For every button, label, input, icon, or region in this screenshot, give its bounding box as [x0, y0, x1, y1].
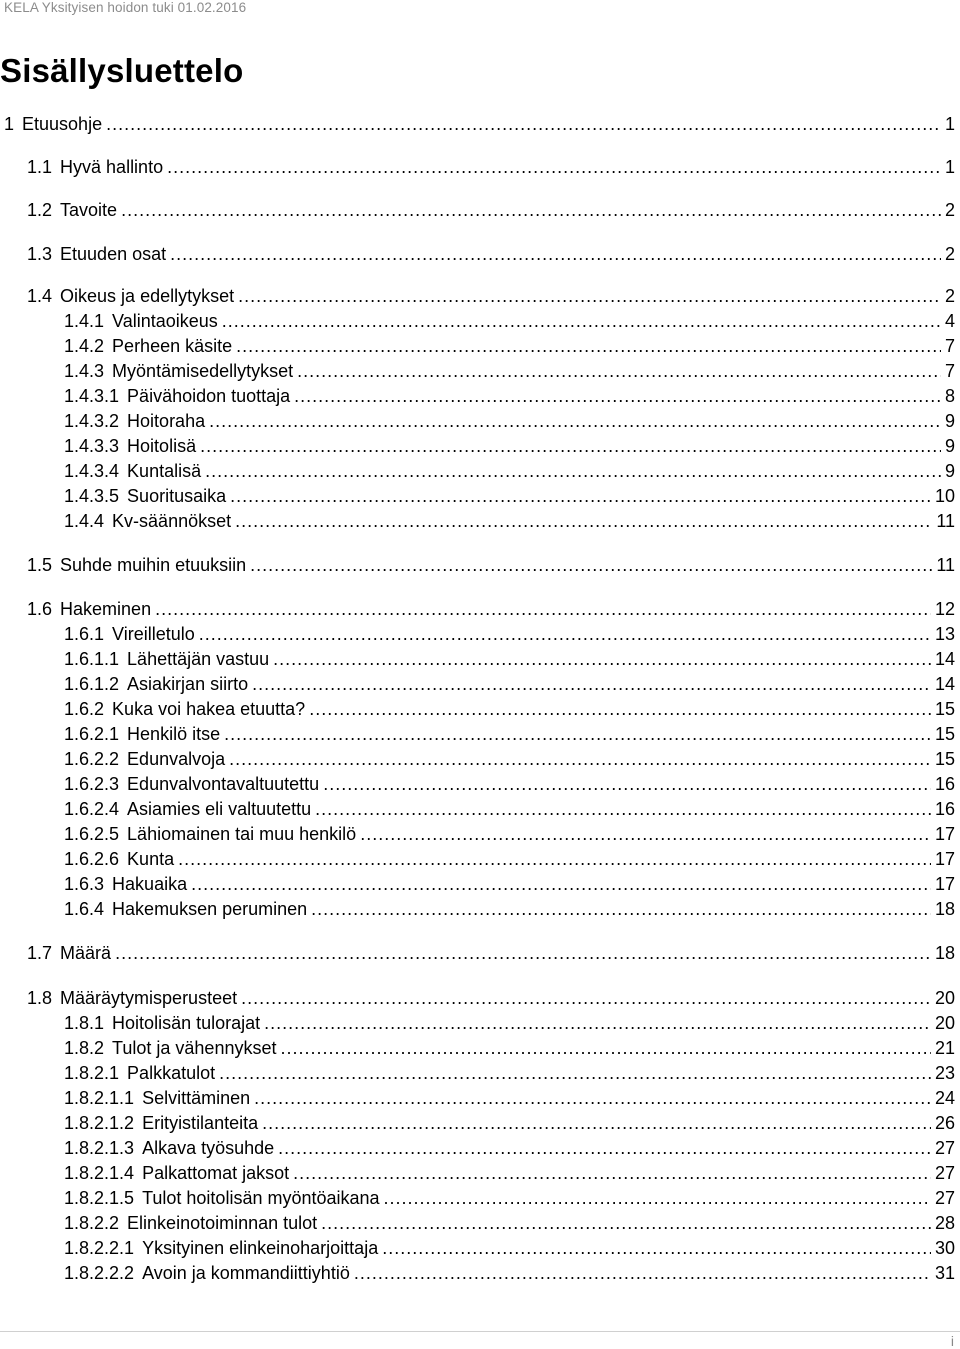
- toc-entry-page: 17: [934, 874, 955, 894]
- toc-entry-number: 1.6.2.3: [64, 774, 120, 794]
- toc-entry-title: Hoitolisä: [127, 436, 197, 456]
- toc-entry-number: 1.8.2.1.1: [64, 1088, 135, 1108]
- toc-entry-page: 11: [936, 555, 955, 575]
- toc-entry-number: 1.8.2.1.2: [64, 1113, 135, 1133]
- toc-entry[interactable]: [27, 554, 955, 576]
- toc-entry[interactable]: [27, 598, 955, 620]
- toc-dot-leader: [262, 1112, 931, 1134]
- toc-entry-page: 2: [944, 244, 955, 264]
- toc-entry-title: Tavoite: [60, 200, 118, 220]
- toc-entry-page: 11: [936, 511, 955, 531]
- toc-entry-title: Määrä: [60, 943, 112, 963]
- toc-entry[interactable]: [27, 285, 955, 307]
- toc-entry[interactable]: [64, 360, 955, 382]
- toc-dot-leader: [219, 1062, 931, 1084]
- toc-entry[interactable]: [64, 510, 955, 532]
- toc-entry-page: 14: [934, 674, 955, 694]
- toc-entry-page: 17: [934, 849, 955, 869]
- toc-entry-title: Selvittäminen: [142, 1088, 251, 1108]
- toc-entry-title: Asiakirjan siirto: [127, 674, 249, 694]
- toc-entry-title: Hyvä hallinto: [60, 157, 164, 177]
- toc-entry-page: 15: [934, 699, 955, 719]
- toc-entry[interactable]: [64, 1062, 955, 1084]
- toc-dot-leader: [205, 460, 941, 482]
- toc-entry-number: 1.8: [27, 988, 53, 1008]
- toc-entry[interactable]: [64, 1012, 955, 1034]
- toc-entry-number: 1.6.2.2: [64, 749, 120, 769]
- toc-entry-number: 1.6.2.5: [64, 824, 120, 844]
- toc-entry-title: Tulot hoitolisän myöntöaikana: [142, 1188, 380, 1208]
- toc-entry[interactable]: [64, 460, 955, 482]
- toc-entry-title: Kunta: [127, 849, 175, 869]
- toc-entry-title: Kuntalisä: [127, 461, 202, 481]
- toc-dot-leader: [209, 410, 941, 432]
- toc-entry[interactable]: [64, 823, 955, 845]
- toc-entry-page: 7: [944, 361, 955, 381]
- toc-entry-number: 1.4.3.4: [64, 461, 120, 481]
- toc-entry[interactable]: [4, 113, 955, 135]
- toc-entry-title: Edunvalvoja: [127, 749, 226, 769]
- toc-entry[interactable]: [64, 385, 955, 407]
- toc-entry-page: 17: [934, 824, 955, 844]
- toc-entry-number: 1.2: [27, 200, 53, 220]
- toc-entry[interactable]: [27, 199, 955, 221]
- toc-dot-leader: [178, 848, 931, 870]
- footer-divider: [0, 1331, 960, 1332]
- toc-entry-page: 8: [944, 386, 955, 406]
- toc-dot-leader: [241, 987, 931, 1009]
- toc-entry-page: 1: [944, 157, 955, 177]
- toc-entry-page: 20: [934, 1013, 955, 1033]
- toc-dot-leader: [293, 1162, 931, 1184]
- toc-dot-leader: [384, 1187, 931, 1209]
- toc-entry-number: 1.6.2.4: [64, 799, 120, 819]
- toc-dot-leader: [354, 1262, 931, 1284]
- toc-entry-page: 21: [934, 1038, 955, 1058]
- toc-entry[interactable]: [64, 698, 955, 720]
- toc-entry-title: Vireilletulo: [112, 624, 195, 644]
- toc-dot-leader: [191, 873, 931, 895]
- toc-entry-title: Hoitolisän tulorajat: [112, 1013, 261, 1033]
- toc-entry-number: 1.4.1: [64, 311, 105, 331]
- toc-entry[interactable]: [64, 1262, 955, 1284]
- toc-entry-page: 20: [934, 988, 955, 1008]
- toc-entry-title: Hakeminen: [60, 599, 152, 619]
- toc-entry-title: Päivähoidon tuottaja: [127, 386, 291, 406]
- toc-entry[interactable]: [64, 1137, 955, 1159]
- toc-entry-page: 16: [934, 774, 955, 794]
- toc-dot-leader: [170, 243, 941, 265]
- toc-dot-leader: [236, 335, 941, 357]
- toc-dot-leader: [280, 1037, 930, 1059]
- document-header: KELA Yksityisen hoidon tuki 01.02.2016: [4, 0, 247, 15]
- toc-entry-page: 27: [934, 1188, 955, 1208]
- toc-entry-title: Erityistilanteita: [142, 1113, 259, 1133]
- toc-entry-page: 15: [934, 749, 955, 769]
- toc-entry-title: Myöntämisedellytykset: [112, 361, 294, 381]
- toc-entry-number: 1.6.2.6: [64, 849, 120, 869]
- toc-dot-leader: [254, 1087, 931, 1109]
- toc-entry-title: Etuuden osat: [60, 244, 167, 264]
- toc-entry-title: Suoritusaika: [127, 486, 227, 506]
- toc-entry-page: 7: [944, 336, 955, 356]
- toc-entry-page: 28: [934, 1213, 955, 1233]
- toc-entry-page: 10: [934, 486, 955, 506]
- toc-entry-number: 1.1: [27, 157, 53, 177]
- toc-entry-page: 13: [934, 624, 955, 644]
- toc-entry[interactable]: [64, 1087, 955, 1109]
- toc-dot-leader: [167, 156, 941, 178]
- toc-entry[interactable]: [64, 485, 955, 507]
- page-title: Sisällysluettelo: [0, 52, 244, 89]
- toc-entry-number: 1.3: [27, 244, 53, 264]
- toc-entry-page: 9: [944, 461, 955, 481]
- toc-entry-title: Avoin ja kommandiittiyhtiö: [142, 1263, 350, 1283]
- toc-entry-page: 12: [934, 599, 955, 619]
- toc-entry[interactable]: [64, 848, 955, 870]
- toc-entry-title: Perheen käsite: [112, 336, 233, 356]
- toc-entry-title: Palkattomat jaksot: [142, 1163, 290, 1183]
- toc-entry[interactable]: [27, 987, 955, 1009]
- toc-entry-page: 4: [944, 311, 955, 331]
- toc-entry[interactable]: [64, 1212, 955, 1234]
- toc-dot-leader: [309, 698, 931, 720]
- toc-entry-page: 14: [934, 649, 955, 669]
- toc-entry-number: 1.8.2.2.2: [64, 1263, 135, 1283]
- toc-entry-page: 15: [934, 724, 955, 744]
- toc-dot-leader: [238, 285, 941, 307]
- toc-entry-number: 1.6.3: [64, 874, 105, 894]
- toc-entry[interactable]: [64, 748, 955, 770]
- toc-dot-leader: [315, 798, 931, 820]
- toc-entry-number: 1.8.2.1: [64, 1063, 120, 1083]
- toc-dot-leader: [323, 773, 931, 795]
- toc-entry-number: 1.4.3.3: [64, 436, 120, 456]
- toc-entry-number: 1.4.3.2: [64, 411, 120, 431]
- toc-dot-leader: [106, 113, 941, 135]
- toc-dot-leader: [250, 554, 932, 576]
- toc-entry-number: 1.8.2.1.4: [64, 1163, 135, 1183]
- toc-entry[interactable]: [27, 156, 955, 178]
- toc-entry[interactable]: [64, 410, 955, 432]
- toc-entry-number: 1.5: [27, 555, 53, 575]
- toc-entry[interactable]: [64, 310, 955, 332]
- toc-entry-title: Lähettäjän vastuu: [127, 649, 270, 669]
- toc-dot-leader: [222, 310, 941, 332]
- toc-entry-title: Kuka voi hakea etuutta?: [112, 699, 306, 719]
- toc-dot-leader: [382, 1237, 931, 1259]
- toc-dot-leader: [115, 942, 931, 964]
- toc-dot-leader: [199, 623, 931, 645]
- toc-dot-leader: [224, 723, 931, 745]
- toc-entry-title: Kv-säännökset: [112, 511, 232, 531]
- toc-entry-number: 1.8.2: [64, 1038, 105, 1058]
- toc-entry-page: 1: [944, 114, 955, 134]
- toc-entry[interactable]: [64, 623, 955, 645]
- toc-entry-page: 27: [934, 1138, 955, 1158]
- toc-entry-title: Määräytymisperusteet: [60, 988, 238, 1008]
- toc-entry[interactable]: [64, 1187, 955, 1209]
- toc-entry-number: 1.7: [27, 943, 53, 963]
- toc-entry-title: Alkava työsuhde: [142, 1138, 275, 1158]
- toc-entry-title: Lähiomainen tai muu henkilö: [127, 824, 357, 844]
- toc-entry-title: Hakemuksen peruminen: [112, 899, 308, 919]
- toc-entry-page: 24: [934, 1088, 955, 1108]
- toc-dot-leader: [278, 1137, 931, 1159]
- toc-entry-number: 1.6.1.1: [64, 649, 120, 669]
- toc-entry-number: 1.8.2.2.1: [64, 1238, 135, 1258]
- toc-entry-page: 9: [944, 411, 955, 431]
- toc-entry[interactable]: [64, 1237, 955, 1259]
- toc-entry[interactable]: [64, 1037, 955, 1059]
- toc-entry-number: 1.8.2.1.5: [64, 1188, 135, 1208]
- toc-dot-leader: [294, 385, 941, 407]
- toc-dot-leader: [229, 748, 931, 770]
- toc-entry-title: Suhde muihin etuuksiin: [60, 555, 247, 575]
- toc-entry[interactable]: [64, 1162, 955, 1184]
- toc-entry-title: Etuusohje: [22, 114, 103, 134]
- toc-entry[interactable]: [27, 942, 955, 964]
- toc-entry[interactable]: [64, 335, 955, 357]
- toc-entry[interactable]: [64, 435, 955, 457]
- toc-entry-number: 1.8.2.2: [64, 1213, 120, 1233]
- toc-entry-number: 1.6.1.2: [64, 674, 120, 694]
- toc-dot-leader: [200, 435, 941, 457]
- toc-entry-title: Asiamies eli valtuutettu: [127, 799, 312, 819]
- toc-entry[interactable]: [64, 873, 955, 895]
- toc-entry[interactable]: [27, 243, 955, 265]
- toc-entry-title: Palkkatulot: [127, 1063, 216, 1083]
- toc-entry-title: Henkilö itse: [127, 724, 221, 744]
- toc-entry-number: 1.4: [27, 286, 53, 306]
- toc-entry-page: 16: [934, 799, 955, 819]
- toc-dot-leader: [252, 673, 931, 695]
- toc-entry-page: 23: [934, 1063, 955, 1083]
- footer-page-number: i: [950, 1333, 954, 1349]
- toc-entry-number: 1.6.2: [64, 699, 105, 719]
- toc-dot-leader: [235, 510, 932, 532]
- toc-entry-number: 1.4.4: [64, 511, 105, 531]
- toc-dot-leader: [155, 598, 931, 620]
- toc-entry[interactable]: [64, 1112, 955, 1134]
- toc-entry-page: 18: [934, 899, 955, 919]
- toc-entry[interactable]: [64, 898, 955, 920]
- toc-dot-leader: [264, 1012, 931, 1034]
- toc-entry-title: Valintaoikeus: [112, 311, 218, 331]
- toc-entry[interactable]: [64, 648, 955, 670]
- toc-entry[interactable]: [64, 673, 955, 695]
- toc-entry-number: 1.4.3.5: [64, 486, 120, 506]
- toc-entry-number: 1.6.4: [64, 899, 105, 919]
- toc-entry-number: 1: [4, 114, 15, 134]
- toc-entry-page: 27: [934, 1163, 955, 1183]
- toc-entry[interactable]: [64, 723, 955, 745]
- toc-entry[interactable]: [64, 798, 955, 820]
- toc-dot-leader: [297, 360, 941, 382]
- toc-entry-title: Hoitoraha: [127, 411, 206, 431]
- toc-entry-page: 30: [934, 1238, 955, 1258]
- toc-dot-leader: [321, 1212, 931, 1234]
- toc-entry[interactable]: [64, 773, 955, 795]
- toc-entry-page: 26: [934, 1113, 955, 1133]
- toc-dot-leader: [360, 823, 931, 845]
- toc-entry-page: 2: [944, 286, 955, 306]
- toc-entry-number: 1.8.1: [64, 1013, 105, 1033]
- toc-entry-number: 1.4.3: [64, 361, 105, 381]
- toc-entry-number: 1.6: [27, 599, 53, 619]
- toc-entry-page: 9: [944, 436, 955, 456]
- toc-dot-leader: [121, 199, 941, 221]
- toc-dot-leader: [273, 648, 931, 670]
- toc-dot-leader: [230, 485, 931, 507]
- toc-entry-number: 1.6.2.1: [64, 724, 120, 744]
- toc-entry-title: Edunvalvontavaltuutettu: [127, 774, 320, 794]
- toc-entry-number: 1.8.2.1.3: [64, 1138, 135, 1158]
- toc-entry-title: Oikeus ja edellytykset: [60, 286, 235, 306]
- toc-dot-leader: [311, 898, 931, 920]
- toc-entry-number: 1.4.3.1: [64, 386, 120, 406]
- toc-entry-number: 1.6.1: [64, 624, 105, 644]
- toc-entry-page: 31: [934, 1263, 955, 1283]
- toc-entry-title: Elinkeinotoiminnan tulot: [127, 1213, 318, 1233]
- toc-entry-title: Hakuaika: [112, 874, 188, 894]
- toc-entry-page: 18: [934, 943, 955, 963]
- toc-entry-number: 1.4.2: [64, 336, 105, 356]
- toc-entry-title: Yksityinen elinkeinoharjoittaja: [142, 1238, 379, 1258]
- toc-entry-page: 2: [944, 200, 955, 220]
- toc-entry-title: Tulot ja vähennykset: [112, 1038, 277, 1058]
